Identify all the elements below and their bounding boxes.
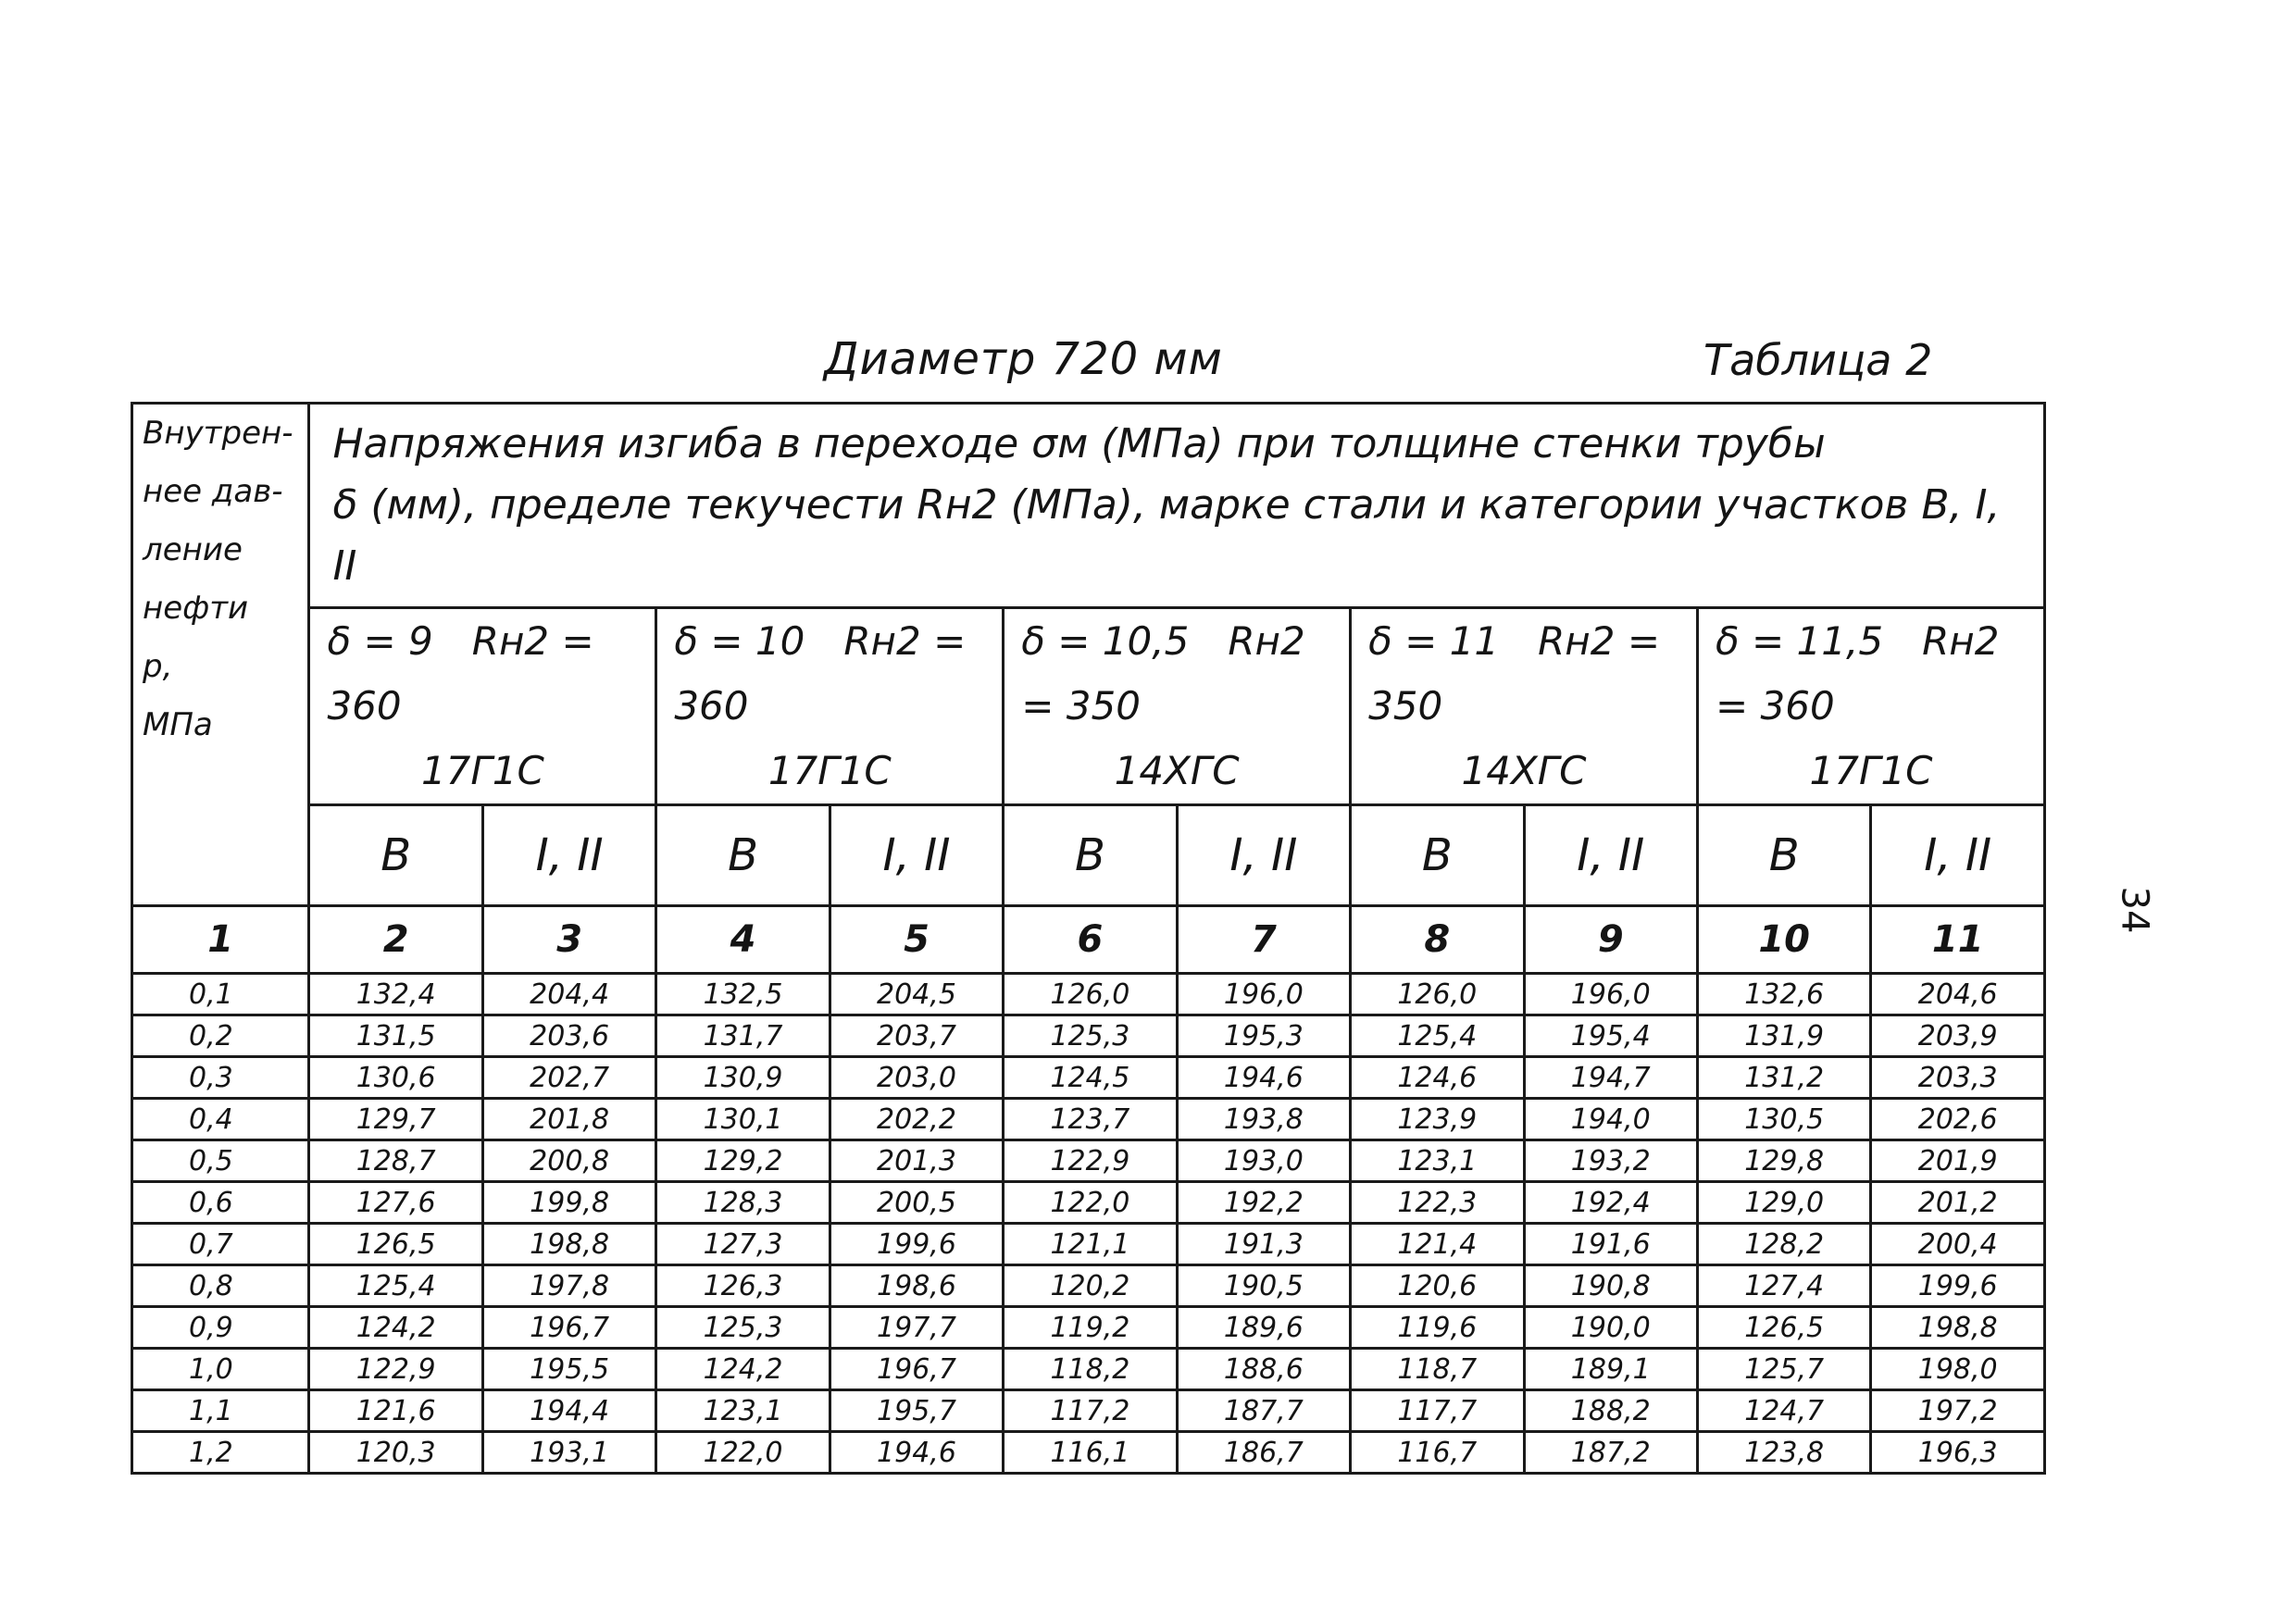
stress-cell: 124,2 <box>309 1307 482 1349</box>
stress-cell: 198,8 <box>482 1224 655 1265</box>
category-header-row <box>132 805 2045 906</box>
page-title: Диаметр 720 мм <box>824 333 1223 385</box>
wall-thickness: δ = 11 <box>1368 618 1500 664</box>
stress-cell: 122,9 <box>309 1349 482 1390</box>
stress-cell: 124,7 <box>1697 1390 1870 1432</box>
wall-thickness: δ = 10 <box>674 618 805 664</box>
stress-cell: 204,5 <box>830 974 1003 1015</box>
category-header: I, II <box>1524 805 1697 906</box>
stress-cell: 194,6 <box>1177 1057 1350 1099</box>
stress-cell: 132,5 <box>656 974 830 1015</box>
stress-cell: 124,2 <box>656 1349 830 1390</box>
steel-grade: 14ХГС <box>1461 748 1587 793</box>
pressure-cell: 1,2 <box>132 1432 309 1474</box>
table-row <box>132 1265 2045 1307</box>
pressure-cell: 0,3 <box>132 1057 309 1099</box>
yield-strength: Rн2 = 350 <box>1368 618 1661 729</box>
column-number: 2 <box>309 906 482 974</box>
stress-cell: 204,6 <box>1871 974 2045 1015</box>
stress-cell: 120,3 <box>309 1432 482 1474</box>
stress-cell: 186,7 <box>1177 1432 1350 1474</box>
stress-cell: 125,4 <box>309 1265 482 1307</box>
stress-cell: 130,5 <box>1697 1099 1870 1140</box>
stress-cell: 119,2 <box>1004 1307 1177 1349</box>
stress-cell: 123,1 <box>656 1390 830 1432</box>
stress-cell: 122,3 <box>1351 1182 1524 1224</box>
stress-cell: 198,0 <box>1871 1349 2045 1390</box>
column-number: 5 <box>830 906 1003 974</box>
pressure-cell: 0,1 <box>132 974 309 1015</box>
steel-grade: 14ХГС <box>1114 748 1240 793</box>
stress-cell: 199,8 <box>482 1182 655 1224</box>
stress-cell: 200,4 <box>1871 1224 2045 1265</box>
stress-cell: 194,0 <box>1524 1099 1697 1140</box>
stress-cell: 125,4 <box>1351 1015 1524 1057</box>
stress-cell: 191,3 <box>1177 1224 1350 1265</box>
stress-cell: 126,5 <box>1697 1307 1870 1349</box>
group-header <box>656 608 1004 805</box>
stress-cell: 198,6 <box>830 1265 1003 1307</box>
stress-cell: 190,5 <box>1177 1265 1350 1307</box>
steel-grade: 17Г1С <box>1809 748 1933 793</box>
column-number: 11 <box>1871 906 2045 974</box>
stress-cell: 127,3 <box>656 1224 830 1265</box>
table-row <box>132 1224 2045 1265</box>
pressure-cell: 1,1 <box>132 1390 309 1432</box>
category-header: В <box>309 805 482 906</box>
column-number: 6 <box>1004 906 1177 974</box>
stress-cell: 199,6 <box>1871 1265 2045 1307</box>
stress-cell: 201,3 <box>830 1140 1003 1182</box>
stress-cell: 130,1 <box>656 1099 830 1140</box>
table-label: Таблица 2 <box>1703 335 1933 385</box>
table-row <box>132 1432 2045 1474</box>
stress-cell: 122,0 <box>1004 1182 1177 1224</box>
stress-cell: 194,7 <box>1524 1057 1697 1099</box>
wall-thickness: δ = 9 <box>327 618 433 664</box>
stress-cell: 126,0 <box>1351 974 1524 1015</box>
stress-cell: 116,1 <box>1004 1432 1177 1474</box>
steel-grade: 17Г1С <box>767 748 892 793</box>
pressure-cell: 0,9 <box>132 1307 309 1349</box>
stress-cell: 204,4 <box>482 974 655 1015</box>
pressure-cell: 0,7 <box>132 1224 309 1265</box>
category-header: I, II <box>482 805 655 906</box>
stress-cell: 203,3 <box>1871 1057 2045 1099</box>
stress-cell: 194,6 <box>830 1432 1003 1474</box>
stress-cell: 126,0 <box>1004 974 1177 1015</box>
group-header-row <box>132 608 2045 805</box>
stress-cell: 197,2 <box>1871 1390 2045 1432</box>
stress-cell: 123,1 <box>1351 1140 1524 1182</box>
stress-cell: 130,6 <box>309 1057 482 1099</box>
table-row <box>132 1390 2045 1432</box>
stress-cell: 129,2 <box>656 1140 830 1182</box>
page-number: 34 <box>2113 886 2156 934</box>
stress-cell: 194,4 <box>482 1390 655 1432</box>
stress-cell: 132,4 <box>309 974 482 1015</box>
stress-cell: 131,2 <box>1697 1057 1870 1099</box>
stress-cell: 128,2 <box>1697 1224 1870 1265</box>
stress-cell: 128,3 <box>656 1182 830 1224</box>
stress-cell: 199,6 <box>830 1224 1003 1265</box>
stress-cell: 128,7 <box>309 1140 482 1182</box>
stress-cell: 123,7 <box>1004 1099 1177 1140</box>
stress-cell: 132,6 <box>1697 974 1870 1015</box>
stress-cell: 203,7 <box>830 1015 1003 1057</box>
stress-cell: 192,2 <box>1177 1182 1350 1224</box>
stress-cell: 200,8 <box>482 1140 655 1182</box>
steel-grade: 17Г1С <box>420 748 544 793</box>
stress-cell: 196,3 <box>1871 1432 2045 1474</box>
stress-cell: 123,8 <box>1697 1432 1870 1474</box>
stress-cell: 118,2 <box>1004 1349 1177 1390</box>
stress-cell: 126,5 <box>309 1224 482 1265</box>
stress-cell: 121,1 <box>1004 1224 1177 1265</box>
stress-cell: 127,6 <box>309 1182 482 1224</box>
stress-cell: 129,7 <box>309 1099 482 1140</box>
stress-cell: 117,2 <box>1004 1390 1177 1432</box>
stress-cell: 197,8 <box>482 1265 655 1307</box>
stress-cell: 129,8 <box>1697 1140 1870 1182</box>
stress-cell: 197,7 <box>830 1307 1003 1349</box>
table-row <box>132 1349 2045 1390</box>
stress-cell: 201,8 <box>482 1099 655 1140</box>
stress-cell: 131,9 <box>1697 1015 1870 1057</box>
stress-cell: 125,3 <box>1004 1015 1177 1057</box>
pressure-cell: 1,0 <box>132 1349 309 1390</box>
stress-cell: 192,4 <box>1524 1182 1697 1224</box>
stress-cell: 188,2 <box>1524 1390 1697 1432</box>
group-header <box>1004 608 1351 805</box>
stress-cell: 124,5 <box>1004 1057 1177 1099</box>
stress-cell: 121,6 <box>309 1390 482 1432</box>
stress-cell: 116,7 <box>1351 1432 1524 1474</box>
stress-cell: 187,7 <box>1177 1390 1350 1432</box>
table-caption: Напряжения изгиба в переходе σм (МПа) при толщине стенки трубы δ (мм), пределе текучести Rн2 (МПа), марке стали и категории участков В, I, II <box>309 404 2045 608</box>
stress-cell: 203,6 <box>482 1015 655 1057</box>
stress-cell: 198,8 <box>1871 1307 2045 1349</box>
pressure-cell: 0,5 <box>132 1140 309 1182</box>
stress-cell: 195,3 <box>1177 1015 1350 1057</box>
category-header: В <box>1004 805 1177 906</box>
yield-strength: Rн2 = 360 <box>1715 618 2000 729</box>
column-number: 3 <box>482 906 655 974</box>
group-header <box>309 608 656 805</box>
stress-cell: 125,3 <box>656 1307 830 1349</box>
column-number: 4 <box>656 906 830 974</box>
stress-cell: 187,2 <box>1524 1432 1697 1474</box>
stress-table <box>131 402 2046 1475</box>
stress-cell: 127,4 <box>1697 1265 1870 1307</box>
stress-cell: 190,8 <box>1524 1265 1697 1307</box>
stress-cell: 195,5 <box>482 1349 655 1390</box>
stress-cell: 203,9 <box>1871 1015 2045 1057</box>
stress-cell: 196,7 <box>830 1349 1003 1390</box>
stress-cell: 122,0 <box>656 1432 830 1474</box>
stress-cell: 191,6 <box>1524 1224 1697 1265</box>
stress-cell: 195,7 <box>830 1390 1003 1432</box>
stress-cell: 193,0 <box>1177 1140 1350 1182</box>
stress-cell: 202,2 <box>830 1099 1003 1140</box>
stress-cell: 121,4 <box>1351 1224 1524 1265</box>
table-row <box>132 974 2045 1015</box>
column-number: 8 <box>1351 906 1524 974</box>
stress-cell: 129,0 <box>1697 1182 1870 1224</box>
yield-strength: Rн2 = 360 <box>674 618 967 729</box>
stress-cell: 193,1 <box>482 1432 655 1474</box>
stress-cell: 193,2 <box>1524 1140 1697 1182</box>
group-header <box>1351 608 1698 805</box>
column-number: 10 <box>1697 906 1870 974</box>
stress-cell: 131,7 <box>656 1015 830 1057</box>
stress-cell: 124,6 <box>1351 1057 1524 1099</box>
pressure-cell: 0,6 <box>132 1182 309 1224</box>
stress-cell: 201,9 <box>1871 1140 2045 1182</box>
category-header: I, II <box>830 805 1003 906</box>
stress-cell: 131,5 <box>309 1015 482 1057</box>
column-number: 1 <box>132 906 309 974</box>
stress-cell: 130,9 <box>656 1057 830 1099</box>
category-header: I, II <box>1177 805 1350 906</box>
stress-cell: 125,7 <box>1697 1349 1870 1390</box>
stress-cell: 203,0 <box>830 1057 1003 1099</box>
stress-cell: 120,2 <box>1004 1265 1177 1307</box>
stress-cell: 202,6 <box>1871 1099 2045 1140</box>
stress-cell: 196,7 <box>482 1307 655 1349</box>
stress-cell: 119,6 <box>1351 1307 1524 1349</box>
stress-cell: 120,6 <box>1351 1265 1524 1307</box>
pressure-column-header: Внутрен- нее дав- ление нефти р, МПа <box>132 404 309 906</box>
wall-thickness: δ = 10,5 <box>1021 618 1190 664</box>
stress-cell: 189,1 <box>1524 1349 1697 1390</box>
wall-thickness: δ = 11,5 <box>1715 618 1884 664</box>
table-row <box>132 1015 2045 1057</box>
column-number: 7 <box>1177 906 1350 974</box>
stress-cell: 189,6 <box>1177 1307 1350 1349</box>
yield-strength: Rн2 = 360 <box>327 618 594 729</box>
stress-cell: 123,9 <box>1351 1099 1524 1140</box>
column-number-row <box>132 906 2045 974</box>
column-number: 9 <box>1524 906 1697 974</box>
stress-cell: 196,0 <box>1177 974 1350 1015</box>
stress-cell: 195,4 <box>1524 1015 1697 1057</box>
stress-cell: 122,9 <box>1004 1140 1177 1182</box>
stress-cell: 202,7 <box>482 1057 655 1099</box>
table-row <box>132 1307 2045 1349</box>
category-header: В <box>1351 805 1524 906</box>
stress-cell: 190,0 <box>1524 1307 1697 1349</box>
category-header: В <box>1697 805 1870 906</box>
category-header: I, II <box>1871 805 2045 906</box>
table-row <box>132 1099 2045 1140</box>
table-row <box>132 1140 2045 1182</box>
stress-cell: 126,3 <box>656 1265 830 1307</box>
group-header <box>1697 608 2044 805</box>
yield-strength: Rн2 = 350 <box>1021 618 1305 729</box>
pressure-cell: 0,4 <box>132 1099 309 1140</box>
table-row <box>132 1182 2045 1224</box>
stress-cell: 193,8 <box>1177 1099 1350 1140</box>
stress-cell: 188,6 <box>1177 1349 1350 1390</box>
stress-cell: 117,7 <box>1351 1390 1524 1432</box>
pressure-cell: 0,8 <box>132 1265 309 1307</box>
stress-cell: 196,0 <box>1524 974 1697 1015</box>
stress-cell: 201,2 <box>1871 1182 2045 1224</box>
pressure-cell: 0,2 <box>132 1015 309 1057</box>
stress-cell: 118,7 <box>1351 1349 1524 1390</box>
category-header: В <box>656 805 830 906</box>
stress-cell: 200,5 <box>830 1182 1003 1224</box>
table-row <box>132 1057 2045 1099</box>
